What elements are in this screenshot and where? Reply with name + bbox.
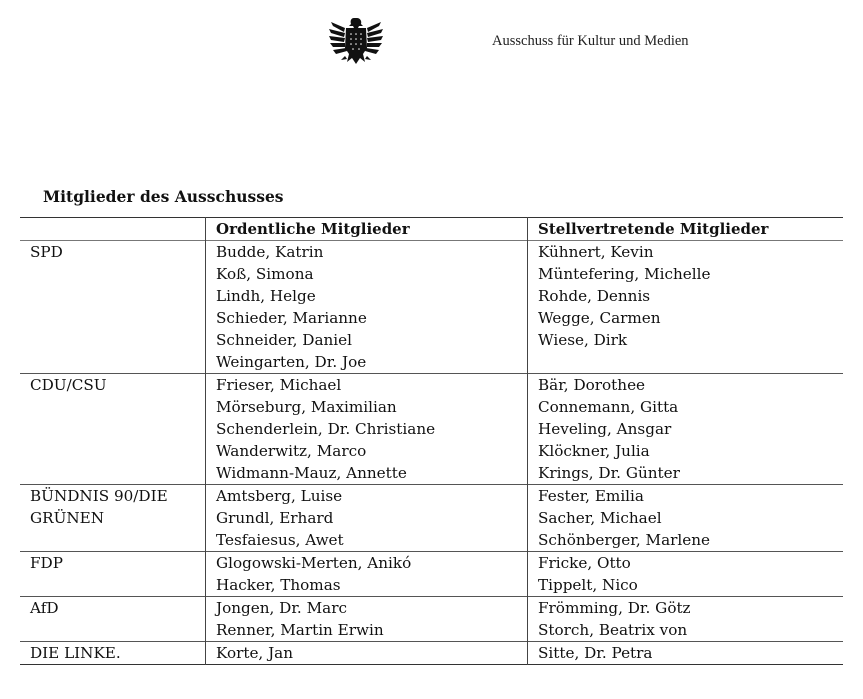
ordentlich-cell — [206, 597, 528, 642]
member-name: Mörseburg, Maximilian — [216, 398, 397, 416]
stellvertretend-cell — [528, 597, 844, 642]
deputy-name: Bär, Dorothee — [538, 376, 646, 394]
deputy-name: Wiese, Dirk — [538, 331, 628, 349]
party-cell — [20, 374, 206, 485]
party-name: SPD — [30, 243, 63, 261]
bundestag-eagle-logo — [327, 14, 385, 66]
members-table — [20, 217, 843, 665]
member-name: Lindh, Helge — [216, 287, 316, 305]
deputy-name: Wegge, Carmen — [538, 309, 661, 327]
deputy-name: Rohde, Dennis — [538, 287, 651, 305]
deputy-name: Müntefering, Michelle — [538, 265, 711, 283]
table-row — [20, 597, 843, 642]
deputy-name: Storch, Beatrix von — [538, 621, 688, 639]
deputy-name: Frömming, Dr. Götz — [538, 599, 691, 617]
party-name: CDU/CSU — [30, 376, 107, 394]
party-name: FDP — [30, 554, 63, 572]
ordentlich-cell — [206, 485, 528, 552]
member-name: Renner, Martin Erwin — [216, 621, 384, 639]
member-name: Weingarten, Dr. Joe — [216, 353, 367, 371]
member-name: Frieser, Michael — [216, 376, 342, 394]
party-cell — [20, 241, 206, 374]
party-name: DIE LINKE. — [30, 644, 121, 662]
ordentlich-cell — [206, 552, 528, 597]
party-cell — [20, 597, 206, 642]
member-name: Schenderlein, Dr. Christiane — [216, 420, 436, 438]
member-name: Koß, Simona — [216, 265, 314, 283]
party-cell — [20, 485, 206, 552]
table-row — [20, 241, 843, 374]
stellvertretend-cell — [528, 241, 844, 374]
stellvertretend-cell — [528, 552, 844, 597]
member-name: Wanderwitz, Marco — [216, 442, 367, 460]
member-name: Budde, Katrin — [216, 243, 324, 261]
party-name: BÜNDNIS 90/DIE — [30, 487, 168, 505]
member-name: Amtsberg, Luise — [216, 487, 343, 505]
member-name: Tesfaiesus, Awet — [216, 531, 344, 549]
deputy-name: Connemann, Gitta — [538, 398, 679, 416]
table-body — [20, 241, 843, 665]
deputy-name: Tippelt, Nico — [538, 576, 638, 594]
member-name: Widmann-Mauz, Annette — [216, 464, 407, 482]
committee-name: Ausschuss für Kultur und Medien — [492, 33, 689, 49]
deputy-name: Klöckner, Julia — [538, 442, 650, 460]
member-name: Hacker, Thomas — [216, 576, 341, 594]
member-name: Glogowski-Merten, Anikó — [216, 554, 412, 572]
table-row — [20, 374, 843, 485]
column-header-ordentlich: Ordentliche Mitglieder — [206, 218, 528, 241]
party-name: GRÜNEN — [30, 509, 105, 527]
deputy-name: Sitte, Dr. Petra — [538, 644, 653, 662]
deputy-name: Heveling, Ansgar — [538, 420, 672, 438]
deputy-name: Sacher, Michael — [538, 509, 662, 527]
deputy-name: Fester, Emilia — [538, 487, 644, 505]
ordentlich-cell — [206, 374, 528, 485]
stellvertretend-cell — [528, 374, 844, 485]
party-name: AfD — [30, 599, 59, 617]
table-row — [20, 552, 843, 597]
ordentlich-cell — [206, 241, 528, 374]
member-name: Jongen, Dr. Marc — [216, 599, 347, 617]
column-header-stellvertretend: Stellvertretende Mitglieder — [538, 220, 769, 238]
member-name: Korte, Jan — [216, 644, 294, 662]
party-cell — [20, 552, 206, 597]
stellvertretend-cell — [528, 485, 844, 552]
table-header-row — [20, 218, 843, 241]
stellvertretend-cell — [528, 642, 844, 665]
deputy-name: Schönberger, Marlene — [538, 531, 711, 549]
member-name: Schneider, Daniel — [216, 331, 352, 349]
column-header-party — [20, 218, 206, 241]
table-row — [20, 642, 843, 665]
deputy-name: Krings, Dr. Günter — [538, 464, 680, 482]
section-title: Mitglieder des Ausschusses — [43, 187, 284, 206]
deputy-name: Fricke, Otto — [538, 554, 631, 572]
ordentlich-cell — [206, 642, 528, 665]
member-name: Grundl, Erhard — [216, 509, 334, 527]
table-row — [20, 485, 843, 552]
deputy-name: Kühnert, Kevin — [538, 243, 654, 261]
member-name: Schieder, Marianne — [216, 309, 367, 327]
party-cell — [20, 642, 206, 665]
